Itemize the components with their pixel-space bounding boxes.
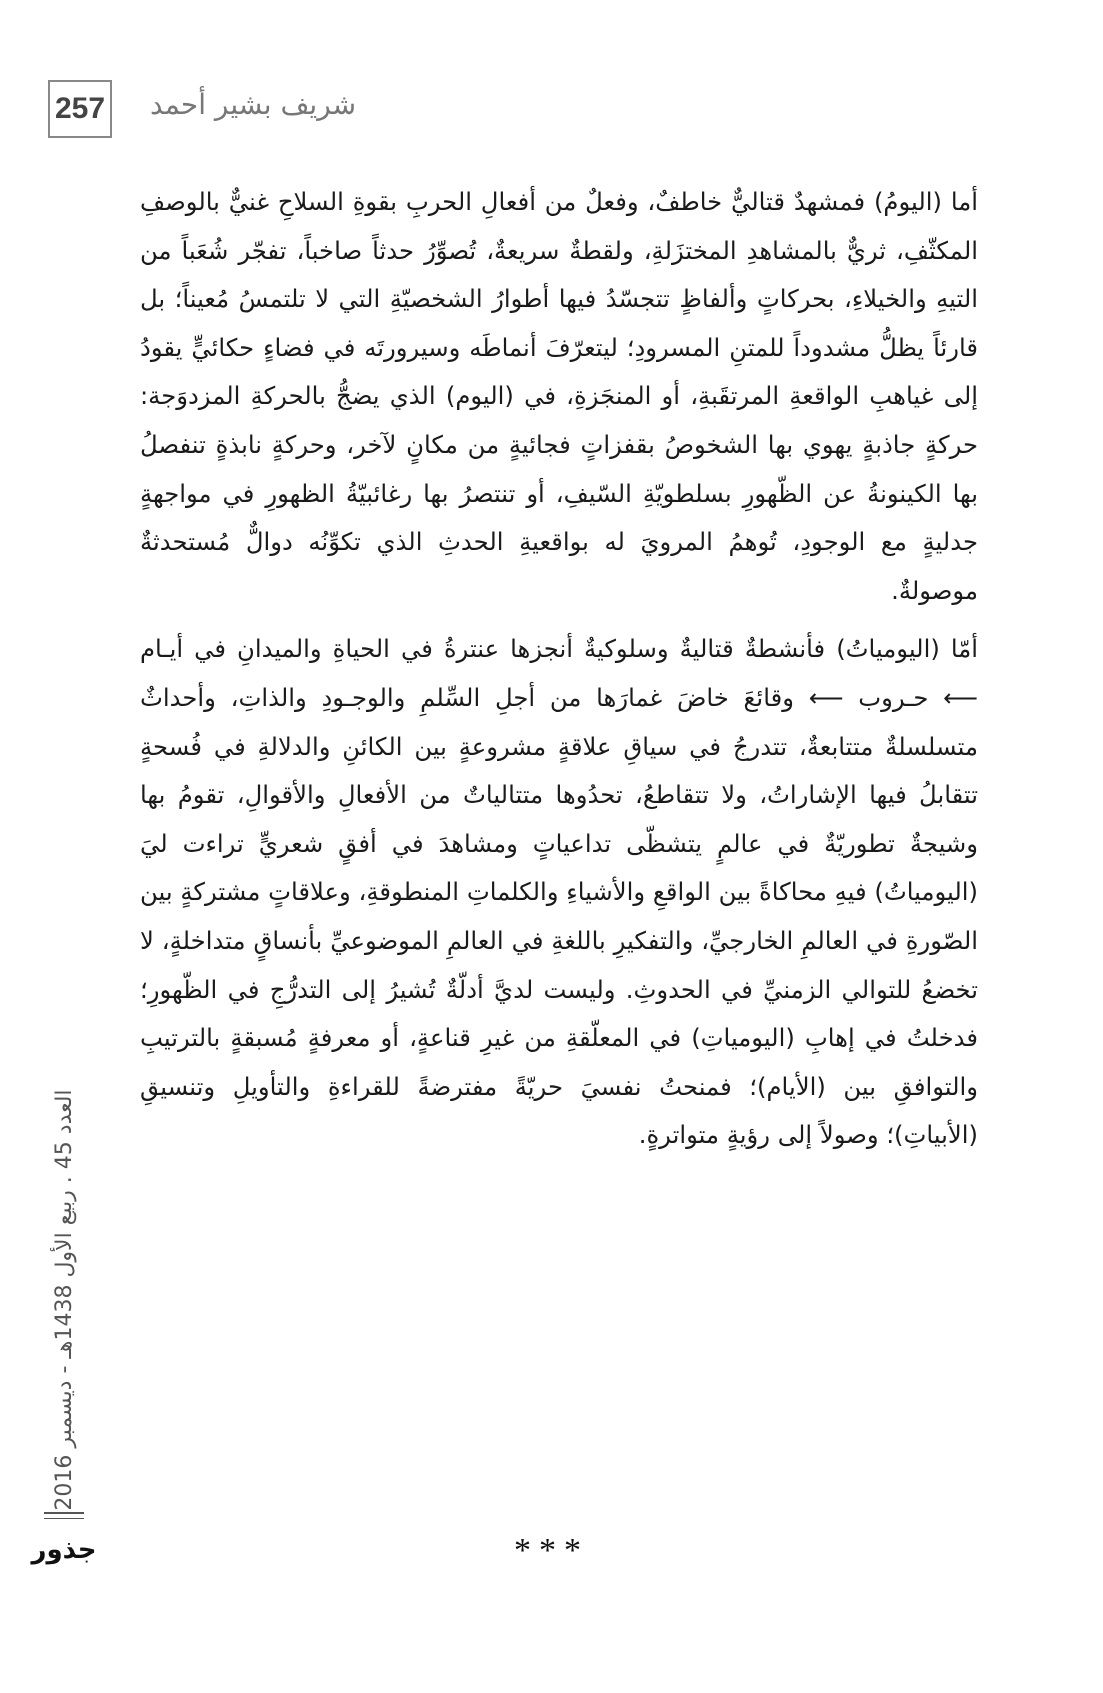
page-number: 257 xyxy=(48,80,112,138)
sidebar-divider-thin xyxy=(44,1518,84,1519)
paragraph-1: أما (اليومُ) فمشهدٌ قتاليٌّ خاطفٌ، وفعلٌ من أفعالِ الحربِ بقوةِ السلاحِ غنيٌّ بالوصفِ المكثّفِ، ثريٌّ بالمشاهدِ المختزَلةِ، ولقطةٌ سريعةٌ، تُصوِّرُ حدثاً صاخباً، تفجّر شُعَباً من التيهِ والخيلاءِ، بحركاتٍ وألفاظٍ تتجسّدُ فيها أطوارُ الشخصيّةِ التي لا تلتمسُ مُعيناً؛ بل قارئاً يظلُّ مشدوداً للمتنِ المسرودِ؛ ليتعرّفَ أنماطَه وسيرورتَه في فضاءٍ حكائيٍّ يقودُ إلى غياهبِ الواقعةِ المرتقَبةِ، أو المنجَزةِ، في (اليوم) الذي يضجُّ بالحركةِ المزدوَجة: حركةٍ جاذبةٍ يهوي بها الشخوصُ بقفزاتٍ فجائيةٍ من مكانٍ لآخر، وحركةٍ نابذةٍ تنفصلُ بها الكينونةُ عن الظّهورِ بسلطويّةِ السّيفِ، أو تنتصرُ بها رغائبيّةُ الظهورِ في مواجهةٍ جدليةٍ مع الوجودِ، تُوهمُ المرويَ له بواقعيةِ الحدثِ الذي تكوِّنُه دوالٌّ مُستحدثةٌ موصولةٌ. xyxy=(140,187,978,605)
issue-info: العدد 45 . ربيع الأول 1438هـ - ديسمبر 2016 xyxy=(51,1089,77,1511)
paragraph-2: أمّا (اليومياتُ) فأنشطةٌ قتاليةٌ وسلوكيةٌ أنجزها عنترةُ في الحياةِ والميدانِ في أيـام ⟵ حـروب ⟵ وقائعَ خاضَ غمارَها من أجلِ السِّلمِ والوجـودِ والذاتِ، وأحداثٌ متسلسلةٌ متتابعةٌ، تتدرجُ في سياقِ علاقةٍ مشروعةٍ بين الكائنِ والدلالةِ في فُسحةٍ تتقابلُ فيها الإشاراتُ، ولا تتقاطعُ، تحدُوها متتالياتٌ من الأفعالِ والأقوالِ، تقومُ بها وشيجةٌ تطوريّةٌ في عالمٍ يتشظّى تداعياتٍ ومشاهدَ في أفقٍ شعريٍّ تراءت ليَ (اليومياتُ) فيهِ محاكاةً بين الواقعِ والأشياءِ والكلماتِ المنطوقةِ، وعلاقاتٍ مشتركةٍ بين الصّورةِ في العالمِ الخارجيِّ، والتفكيرِ باللغةِ في العالمِ الموضوعيِّ بأنساقٍ متداخلةٍ، لا تخضعُ للتوالي الزمنيِّ في الحدوثِ. وليست لديَّ أدلّةٌ تُشيرُ إلى التدرُّجِ في الظّهورِ؛ فدخلتُ في إهابِ (اليومياتِ) في المعلّقةِ من غيرِ قناعةٍ، أو معرفةٍ مُسبقةٍ بالترتيبِ والتوافقِ بين (الأيام)؛ فمنحتُ نفسيَ حريّةً مفترضةً للقراءةِ والتأويلِ وتنسيقِ (الأبياتِ)؛ وصولاً إلى رؤيةٍ متواترةٍ. xyxy=(140,634,978,1150)
running-head-author: شريف بشير أحمد xyxy=(150,88,357,121)
article-body xyxy=(140,178,978,1160)
journal-logo: جذور xyxy=(31,1535,97,1565)
sidebar-divider xyxy=(44,1512,84,1514)
section-separator: *** xyxy=(514,1532,589,1569)
